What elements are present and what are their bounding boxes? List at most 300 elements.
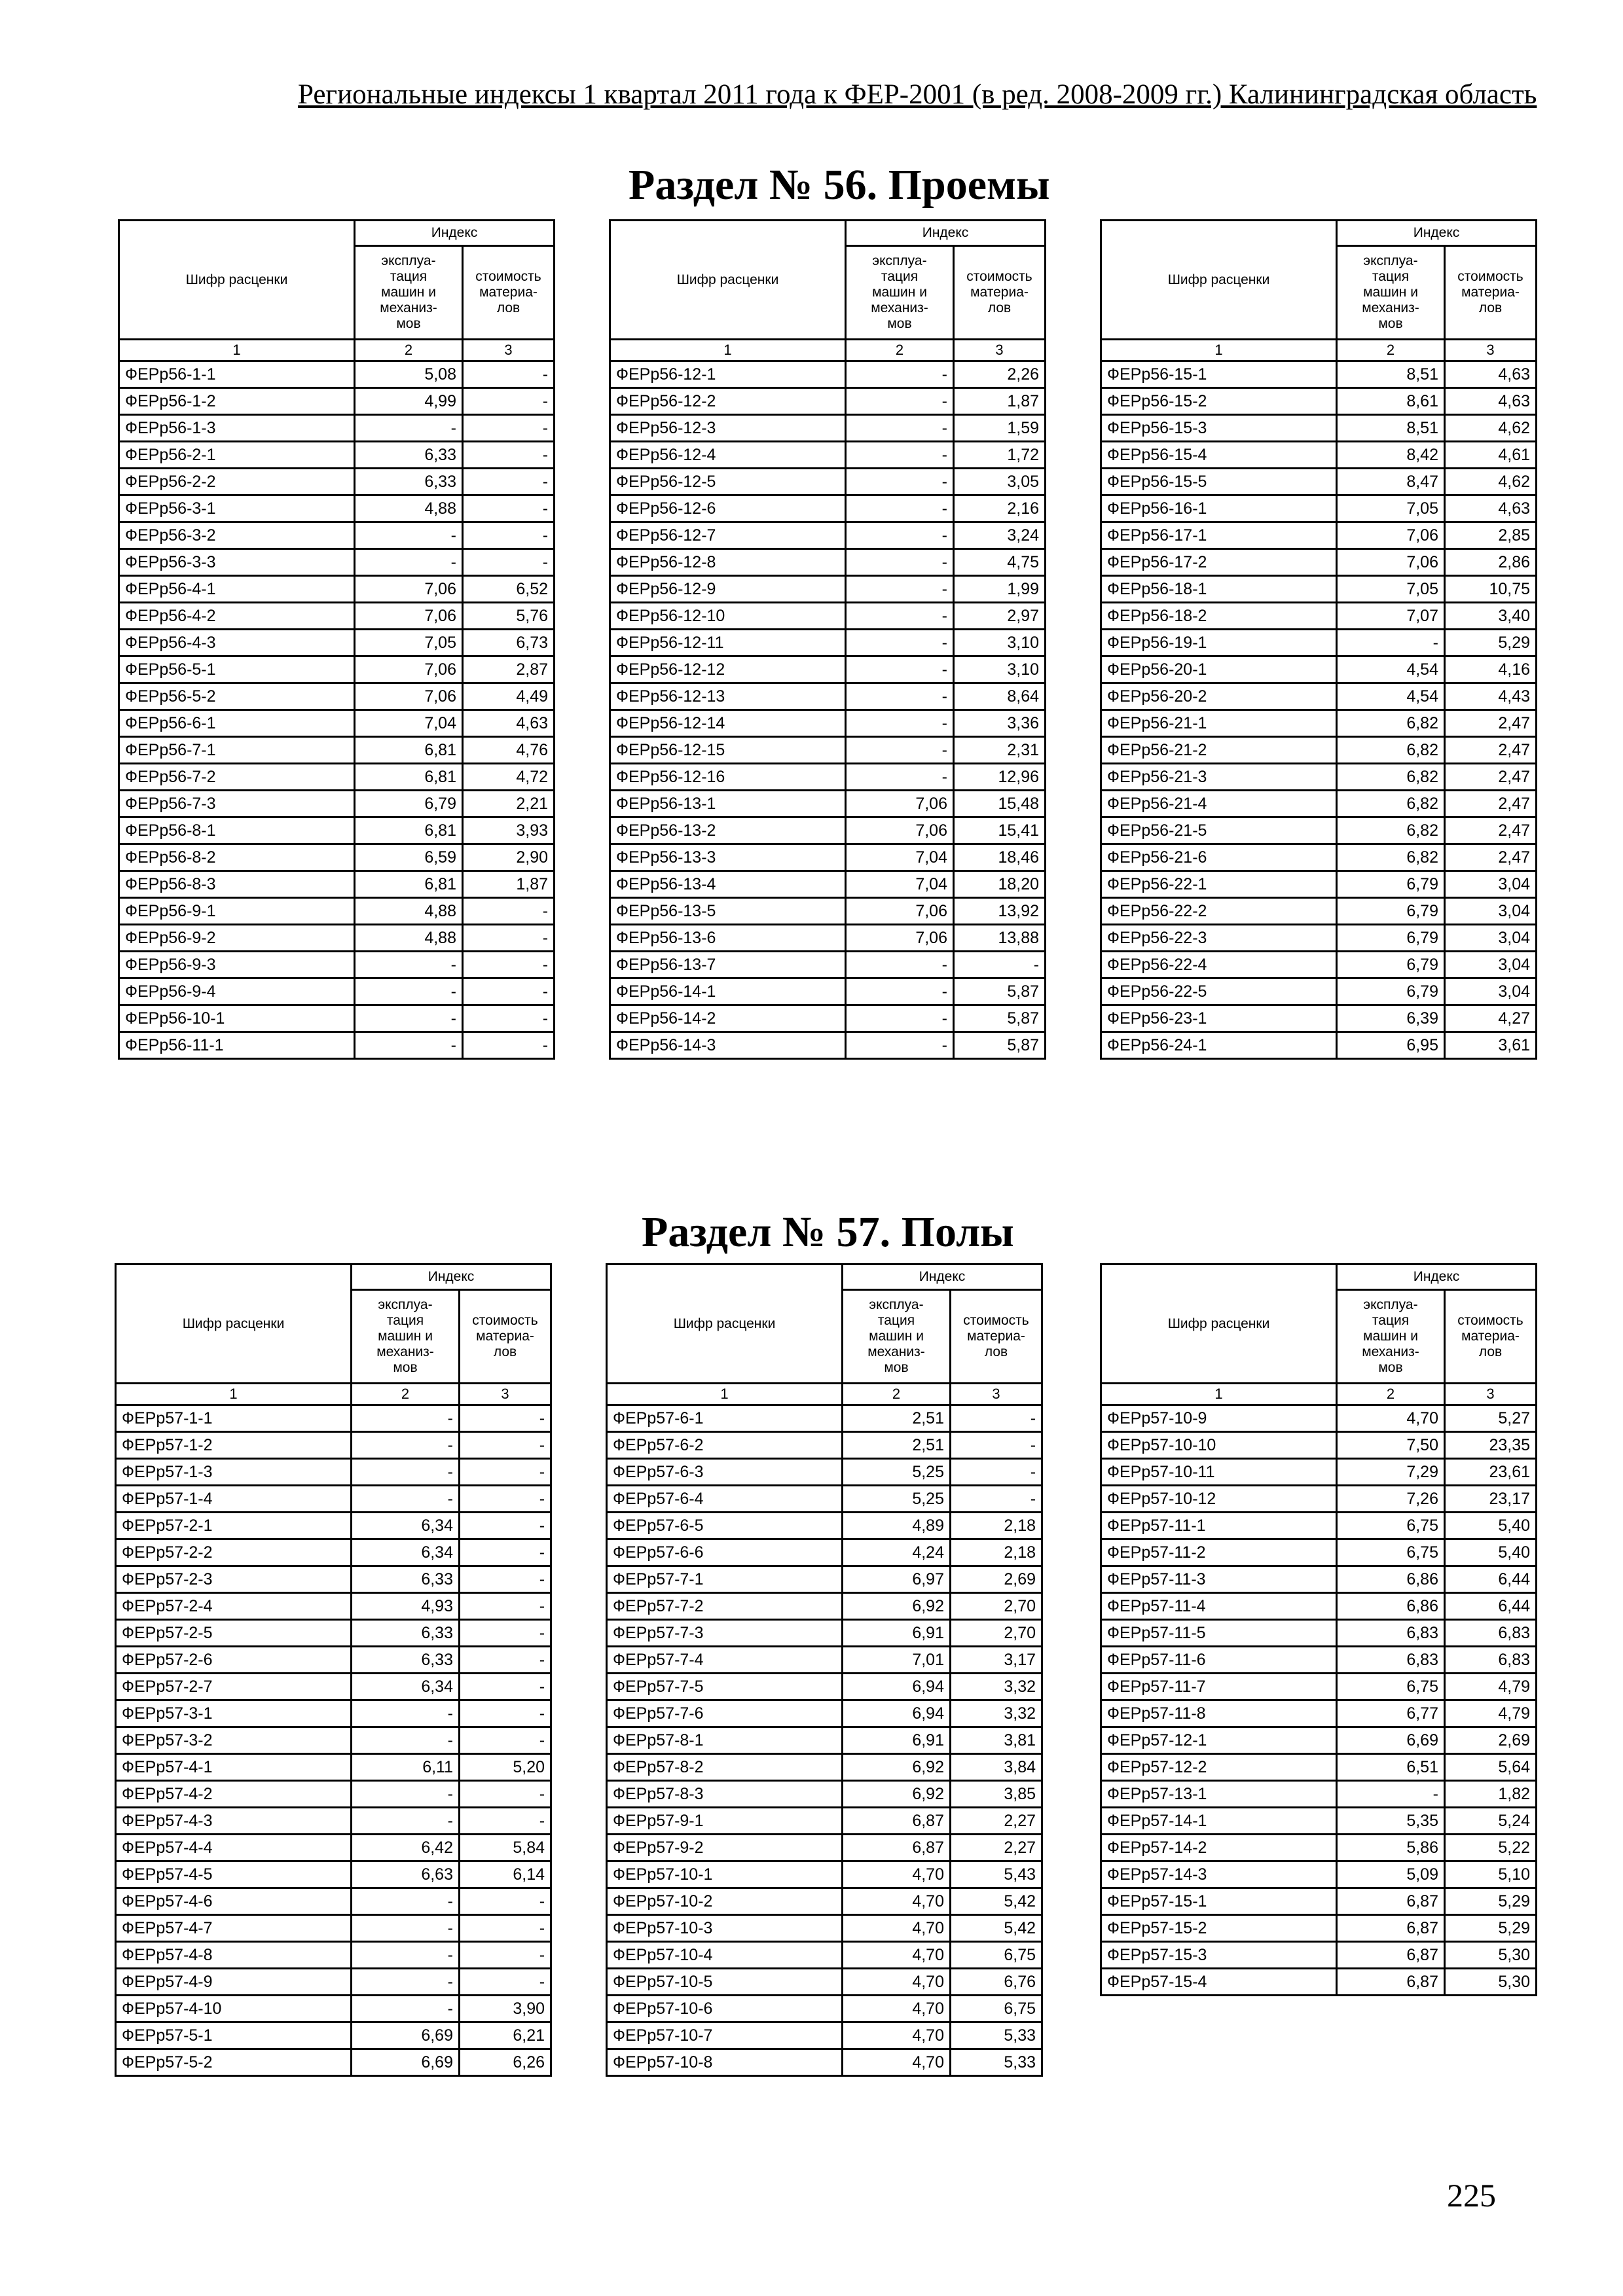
- table-row: [116, 1754, 551, 1781]
- machines-index: 6,75: [1337, 1674, 1445, 1700]
- machines-index: 5,25: [843, 1486, 951, 1513]
- rate-code: ФЕРр56-22-2: [1101, 898, 1337, 925]
- rate-code: ФЕРр56-7-1: [119, 737, 355, 764]
- column-number: 2: [1337, 1384, 1445, 1405]
- machines-index: 6,34: [352, 1513, 460, 1539]
- machines-index: 6,59: [355, 844, 463, 871]
- materials-index: -: [460, 1647, 551, 1674]
- page-header: Региональные индексы 1 квартал 2011 года к ФЕР-2001 (в ред. 2008-2009 гг.) Калининградская область: [298, 79, 1537, 110]
- machines-index: 6,81: [355, 764, 463, 791]
- machines-index: 6,82: [1337, 817, 1445, 844]
- machines-index: 6,33: [352, 1647, 460, 1674]
- rate-code: ФЕРр56-15-5: [1101, 469, 1337, 495]
- rate-code: ФЕРр56-3-3: [119, 549, 355, 576]
- rate-code: ФЕРр57-4-4: [116, 1835, 352, 1861]
- materials-index: 2,69: [951, 1566, 1042, 1593]
- rate-code: ФЕРр56-20-1: [1101, 656, 1337, 683]
- column-header-code: Шифр расценки: [116, 1265, 352, 1384]
- table-row: [610, 630, 1046, 656]
- table-row: [1101, 952, 1537, 978]
- materials-index: -: [463, 952, 555, 978]
- column-number: 2: [1337, 340, 1445, 361]
- table-row: [119, 978, 555, 1005]
- table-row: [1101, 764, 1537, 791]
- materials-index: -: [460, 1593, 551, 1620]
- table-row: [119, 817, 555, 844]
- materials-index: -: [460, 1539, 551, 1566]
- rate-code: ФЕРр57-14-2: [1101, 1835, 1337, 1861]
- materials-index: 1,82: [1445, 1781, 1537, 1808]
- materials-index: 18,20: [954, 871, 1046, 898]
- table-row: [1101, 1674, 1537, 1700]
- rate-code: ФЕРр57-12-2: [1101, 1754, 1337, 1781]
- machines-index: 6,34: [352, 1674, 460, 1700]
- rate-code: ФЕРр57-10-1: [607, 1861, 843, 1888]
- materials-index: 3,90: [460, 1996, 551, 2022]
- rate-code: ФЕРр56-5-1: [119, 656, 355, 683]
- table-row: [1101, 576, 1537, 603]
- column-header-index: Индекс: [843, 1265, 1042, 1290]
- table-row: [1101, 415, 1537, 442]
- materials-index: 3,84: [951, 1754, 1042, 1781]
- materials-index: 2,47: [1445, 791, 1537, 817]
- table-row: [610, 978, 1046, 1005]
- materials-index: 5,64: [1445, 1754, 1537, 1781]
- rate-code: ФЕРр56-15-3: [1101, 415, 1337, 442]
- rate-code: ФЕРр57-14-1: [1101, 1808, 1337, 1835]
- materials-index: 5,33: [951, 2022, 1042, 2049]
- machines-index: 7,06: [846, 791, 954, 817]
- column-number: 1: [1101, 340, 1337, 361]
- rate-code: ФЕРр57-10-7: [607, 2022, 843, 2049]
- rate-code: ФЕРр57-15-3: [1101, 1942, 1337, 1969]
- table-row: [116, 1486, 551, 1513]
- rate-code: ФЕРр57-6-6: [607, 1539, 843, 1566]
- rate-code: ФЕРр56-12-4: [610, 442, 846, 469]
- table-row: [607, 1700, 1042, 1727]
- materials-index: 5,87: [954, 978, 1046, 1005]
- rate-code: ФЕРр57-5-2: [116, 2049, 352, 2076]
- rate-code: ФЕРр56-13-3: [610, 844, 846, 871]
- machines-index: -: [846, 549, 954, 576]
- rate-code: ФЕРр56-4-2: [119, 603, 355, 630]
- table-row: [607, 1861, 1042, 1888]
- table-row: [607, 1620, 1042, 1647]
- table-row: [1101, 361, 1537, 388]
- column-number: 3: [463, 340, 555, 361]
- materials-index: -: [460, 1513, 551, 1539]
- materials-index: 3,04: [1445, 978, 1537, 1005]
- rate-code: ФЕРр57-11-6: [1101, 1647, 1337, 1674]
- rate-code: ФЕРр56-4-3: [119, 630, 355, 656]
- materials-index: 4,75: [954, 549, 1046, 576]
- rate-code: ФЕРр56-12-9: [610, 576, 846, 603]
- machines-index: 6,97: [843, 1566, 951, 1593]
- machines-index: -: [846, 522, 954, 549]
- materials-index: 3,81: [951, 1727, 1042, 1754]
- rate-code: ФЕРр57-11-7: [1101, 1674, 1337, 1700]
- machines-index: -: [846, 361, 954, 388]
- table-row: [116, 1647, 551, 1674]
- rate-code: ФЕРр56-2-1: [119, 442, 355, 469]
- materials-index: -: [460, 1727, 551, 1754]
- table-row: [119, 952, 555, 978]
- materials-index: 4,63: [1445, 361, 1537, 388]
- materials-index: 5,29: [1445, 630, 1537, 656]
- table-row: [116, 1405, 551, 1432]
- table-row: [119, 1005, 555, 1032]
- rate-code: ФЕРр56-13-7: [610, 952, 846, 978]
- rate-code: ФЕРр57-5-1: [116, 2022, 352, 2049]
- table-row: [610, 576, 1046, 603]
- materials-index: -: [460, 1405, 551, 1432]
- table-row: [116, 1513, 551, 1539]
- rate-code: ФЕРр56-5-2: [119, 683, 355, 710]
- machines-index: 4,70: [843, 1996, 951, 2022]
- page-number: 225: [1447, 2177, 1496, 2214]
- table-row: [116, 1674, 551, 1700]
- machines-index: 6,77: [1337, 1700, 1445, 1727]
- rate-index-table: [1100, 219, 1537, 1060]
- materials-index: -: [463, 495, 555, 522]
- section-56-title: Раздел № 56. Проемы: [629, 161, 1050, 209]
- materials-index: 1,59: [954, 415, 1046, 442]
- materials-index: 5,42: [951, 1915, 1042, 1942]
- rate-code: ФЕРр56-21-4: [1101, 791, 1337, 817]
- machines-index: 6,87: [1337, 1942, 1445, 1969]
- machines-index: -: [846, 683, 954, 710]
- rate-code: ФЕРр57-1-1: [116, 1405, 352, 1432]
- machines-index: 6,91: [843, 1727, 951, 1754]
- machines-index: -: [352, 1432, 460, 1459]
- rate-index-table: [606, 1263, 1043, 2077]
- materials-index: 3,04: [1445, 925, 1537, 952]
- materials-index: -: [951, 1405, 1042, 1432]
- table-row: [1101, 737, 1537, 764]
- machines-index: -: [846, 656, 954, 683]
- rate-code: ФЕРр57-4-10: [116, 1996, 352, 2022]
- materials-index: -: [460, 1915, 551, 1942]
- materials-index: 6,83: [1445, 1647, 1537, 1674]
- machines-index: 7,05: [1337, 495, 1445, 522]
- table-row: [610, 388, 1046, 415]
- table-row: [1101, 1566, 1537, 1593]
- rate-code: ФЕРр57-8-3: [607, 1781, 843, 1808]
- materials-index: 6,44: [1445, 1566, 1537, 1593]
- rate-code: ФЕРр56-11-1: [119, 1032, 355, 1059]
- machines-index: -: [352, 1915, 460, 1942]
- machines-index: -: [846, 576, 954, 603]
- materials-index: 6,26: [460, 2049, 551, 2076]
- machines-index: 4,88: [355, 898, 463, 925]
- column-header-machines: эксплуа- тация машин и механиз- мов: [846, 246, 954, 340]
- table-row: [607, 1754, 1042, 1781]
- machines-index: 6,87: [1337, 1969, 1445, 1996]
- rate-code: ФЕРр56-12-13: [610, 683, 846, 710]
- table-row: [119, 576, 555, 603]
- machines-index: 4,70: [843, 1969, 951, 1996]
- materials-index: -: [463, 522, 555, 549]
- machines-index: 7,06: [1337, 522, 1445, 549]
- materials-index: 5,33: [951, 2049, 1042, 2076]
- table-row: [119, 871, 555, 898]
- materials-index: 4,43: [1445, 683, 1537, 710]
- table-row: [1101, 1647, 1537, 1674]
- table-row: [119, 603, 555, 630]
- machines-index: 6,33: [355, 442, 463, 469]
- materials-index: 4,49: [463, 683, 555, 710]
- column-number: 1: [116, 1384, 352, 1405]
- materials-index: 13,88: [954, 925, 1046, 952]
- machines-index: -: [352, 1888, 460, 1915]
- machines-index: -: [355, 415, 463, 442]
- materials-index: 18,46: [954, 844, 1046, 871]
- column-header-machines: эксплуа- тация машин и механиз- мов: [843, 1290, 951, 1384]
- materials-index: 2,87: [463, 656, 555, 683]
- machines-index: 6,95: [1337, 1032, 1445, 1059]
- materials-index: 3,04: [1445, 898, 1537, 925]
- materials-index: -: [463, 1005, 555, 1032]
- materials-index: -: [460, 1674, 551, 1700]
- table-row: [610, 683, 1046, 710]
- column-header-materials: стоимость материа- лов: [1445, 246, 1537, 340]
- machines-index: -: [352, 1969, 460, 1996]
- machines-index: 7,06: [846, 817, 954, 844]
- machines-index: -: [846, 630, 954, 656]
- machines-index: 6,94: [843, 1700, 951, 1727]
- machines-index: 6,69: [352, 2049, 460, 2076]
- materials-index: 3,61: [1445, 1032, 1537, 1059]
- table-row: [1101, 1513, 1537, 1539]
- table-row: [116, 1566, 551, 1593]
- materials-index: -: [463, 361, 555, 388]
- table-row: [1101, 817, 1537, 844]
- rate-code: ФЕРр56-12-14: [610, 710, 846, 737]
- table-row: [1101, 656, 1537, 683]
- materials-index: 2,86: [1445, 549, 1537, 576]
- rate-code: ФЕРр56-15-4: [1101, 442, 1337, 469]
- machines-index: 7,50: [1337, 1432, 1445, 1459]
- table-row: [1101, 549, 1537, 576]
- materials-index: 3,04: [1445, 952, 1537, 978]
- materials-index: 5,24: [1445, 1808, 1537, 1835]
- materials-index: 6,21: [460, 2022, 551, 2049]
- column-header-code: Шифр расценки: [1101, 221, 1337, 340]
- rate-code: ФЕРр57-15-2: [1101, 1915, 1337, 1942]
- rate-code: ФЕРр57-7-1: [607, 1566, 843, 1593]
- machines-index: 6,82: [1337, 737, 1445, 764]
- rate-code: ФЕРр56-3-1: [119, 495, 355, 522]
- rate-code: ФЕРр57-1-2: [116, 1432, 352, 1459]
- rate-code: ФЕРр57-6-4: [607, 1486, 843, 1513]
- materials-index: 4,61: [1445, 442, 1537, 469]
- machines-index: 6,69: [1337, 1727, 1445, 1754]
- rate-code: ФЕРр57-11-8: [1101, 1700, 1337, 1727]
- table-row: [610, 764, 1046, 791]
- materials-index: 3,05: [954, 469, 1046, 495]
- machines-index: -: [846, 710, 954, 737]
- machines-index: 7,06: [355, 603, 463, 630]
- table-row: [607, 1486, 1042, 1513]
- rate-code: ФЕРр57-2-6: [116, 1647, 352, 1674]
- machines-index: 4,70: [843, 1942, 951, 1969]
- rate-index-table: [118, 219, 555, 1060]
- table-row: [610, 522, 1046, 549]
- table-row: [610, 549, 1046, 576]
- machines-index: 6,33: [352, 1620, 460, 1647]
- machines-index: 6,82: [1337, 791, 1445, 817]
- column-header-index: Индекс: [1337, 221, 1537, 246]
- table-row: [610, 898, 1046, 925]
- materials-index: 5,29: [1445, 1888, 1537, 1915]
- rate-index-table: [1100, 1263, 1537, 1996]
- materials-index: 2,69: [1445, 1727, 1537, 1754]
- column-number: 3: [951, 1384, 1042, 1405]
- column-number: 1: [607, 1384, 843, 1405]
- machines-index: -: [846, 495, 954, 522]
- machines-index: 5,86: [1337, 1835, 1445, 1861]
- materials-index: 4,76: [463, 737, 555, 764]
- machines-index: 6,86: [1337, 1593, 1445, 1620]
- materials-index: 3,32: [951, 1700, 1042, 1727]
- machines-index: 5,35: [1337, 1808, 1445, 1835]
- machines-index: -: [846, 1005, 954, 1032]
- materials-index: 4,63: [463, 710, 555, 737]
- materials-index: 2,27: [951, 1808, 1042, 1835]
- machines-index: -: [846, 603, 954, 630]
- machines-index: 7,06: [355, 656, 463, 683]
- table-row: [116, 1888, 551, 1915]
- table-row: [1101, 1593, 1537, 1620]
- machines-index: 7,05: [355, 630, 463, 656]
- table-row: [610, 871, 1046, 898]
- machines-index: 4,88: [355, 495, 463, 522]
- table-row: [1101, 388, 1537, 415]
- machines-index: 4,70: [843, 1915, 951, 1942]
- machines-index: 4,88: [355, 925, 463, 952]
- machines-index: -: [355, 549, 463, 576]
- rate-code: ФЕРр56-1-1: [119, 361, 355, 388]
- materials-index: 3,40: [1445, 603, 1537, 630]
- materials-index: -: [463, 978, 555, 1005]
- machines-index: 4,70: [843, 1861, 951, 1888]
- materials-index: -: [463, 415, 555, 442]
- machines-index: 6,33: [355, 469, 463, 495]
- column-number: 2: [843, 1384, 951, 1405]
- rate-code: ФЕРр57-4-9: [116, 1969, 352, 1996]
- materials-index: 10,75: [1445, 576, 1537, 603]
- rate-code: ФЕРр57-14-3: [1101, 1861, 1337, 1888]
- rate-code: ФЕРр56-2-2: [119, 469, 355, 495]
- table-row: [116, 1942, 551, 1969]
- table-row: [116, 1915, 551, 1942]
- rate-code: ФЕРр57-2-4: [116, 1593, 352, 1620]
- machines-index: 4,54: [1337, 683, 1445, 710]
- table-row: [1101, 1915, 1537, 1942]
- materials-index: -: [954, 952, 1046, 978]
- materials-index: -: [463, 549, 555, 576]
- machines-index: 6,11: [352, 1754, 460, 1781]
- rate-code: ФЕРр56-22-1: [1101, 871, 1337, 898]
- table-row: [607, 1996, 1042, 2022]
- table-row: [1101, 1727, 1537, 1754]
- rate-code: ФЕРр56-14-3: [610, 1032, 846, 1059]
- column-header-code: Шифр расценки: [1101, 1265, 1337, 1384]
- machines-index: 6,81: [355, 737, 463, 764]
- materials-index: -: [951, 1486, 1042, 1513]
- rate-code: ФЕРр57-10-8: [607, 2049, 843, 2076]
- materials-index: 3,93: [463, 817, 555, 844]
- materials-index: 2,47: [1445, 710, 1537, 737]
- rate-code: ФЕРр57-6-5: [607, 1513, 843, 1539]
- table-row: [607, 1727, 1042, 1754]
- table-row: [610, 817, 1046, 844]
- materials-index: 5,30: [1445, 1942, 1537, 1969]
- rate-code: ФЕРр57-11-2: [1101, 1539, 1337, 1566]
- table-row: [1101, 522, 1537, 549]
- rate-code: ФЕРр56-21-6: [1101, 844, 1337, 871]
- table-row: [1101, 925, 1537, 952]
- table-row: [119, 791, 555, 817]
- column-header-machines: эксплуа- тация машин и механиз- мов: [1337, 1290, 1445, 1384]
- rate-code: ФЕРр56-8-3: [119, 871, 355, 898]
- materials-index: 2,70: [951, 1593, 1042, 1620]
- machines-index: -: [846, 1032, 954, 1059]
- rate-code: ФЕРр56-1-3: [119, 415, 355, 442]
- machines-index: -: [355, 1005, 463, 1032]
- table-row: [119, 844, 555, 871]
- table-row: [119, 442, 555, 469]
- rate-code: ФЕРр56-18-2: [1101, 603, 1337, 630]
- rate-code: ФЕРр56-12-16: [610, 764, 846, 791]
- table-row: [1101, 630, 1537, 656]
- machines-index: 6,81: [355, 871, 463, 898]
- materials-index: 6,75: [951, 1996, 1042, 2022]
- machines-index: -: [355, 952, 463, 978]
- table-row: [607, 1835, 1042, 1861]
- materials-index: 5,22: [1445, 1835, 1537, 1861]
- machines-index: 6,63: [352, 1861, 460, 1888]
- materials-index: 5,40: [1445, 1539, 1537, 1566]
- table-row: [116, 1459, 551, 1486]
- machines-index: 6,42: [352, 1835, 460, 1861]
- table-row: [610, 925, 1046, 952]
- materials-index: 5,87: [954, 1032, 1046, 1059]
- machines-index: 7,29: [1337, 1459, 1445, 1486]
- machines-index: 8,51: [1337, 361, 1445, 388]
- table-row: [1101, 1754, 1537, 1781]
- machines-index: 4,70: [843, 2049, 951, 2076]
- machines-index: 6,75: [1337, 1513, 1445, 1539]
- column-number: 1: [119, 340, 355, 361]
- machines-index: 6,92: [843, 1593, 951, 1620]
- machines-index: 8,47: [1337, 469, 1445, 495]
- materials-index: 3,85: [951, 1781, 1042, 1808]
- table-row: [610, 737, 1046, 764]
- rate-code: ФЕРр56-17-1: [1101, 522, 1337, 549]
- machines-index: -: [355, 978, 463, 1005]
- rate-code: ФЕРр56-22-3: [1101, 925, 1337, 952]
- table-row: [1101, 1835, 1537, 1861]
- machines-index: -: [846, 415, 954, 442]
- rate-code: ФЕРр56-1-2: [119, 388, 355, 415]
- materials-index: 6,14: [460, 1861, 551, 1888]
- materials-index: -: [460, 1700, 551, 1727]
- machines-index: 2,51: [843, 1432, 951, 1459]
- table-row: [1101, 1942, 1537, 1969]
- materials-index: -: [463, 925, 555, 952]
- machines-index: 7,04: [355, 710, 463, 737]
